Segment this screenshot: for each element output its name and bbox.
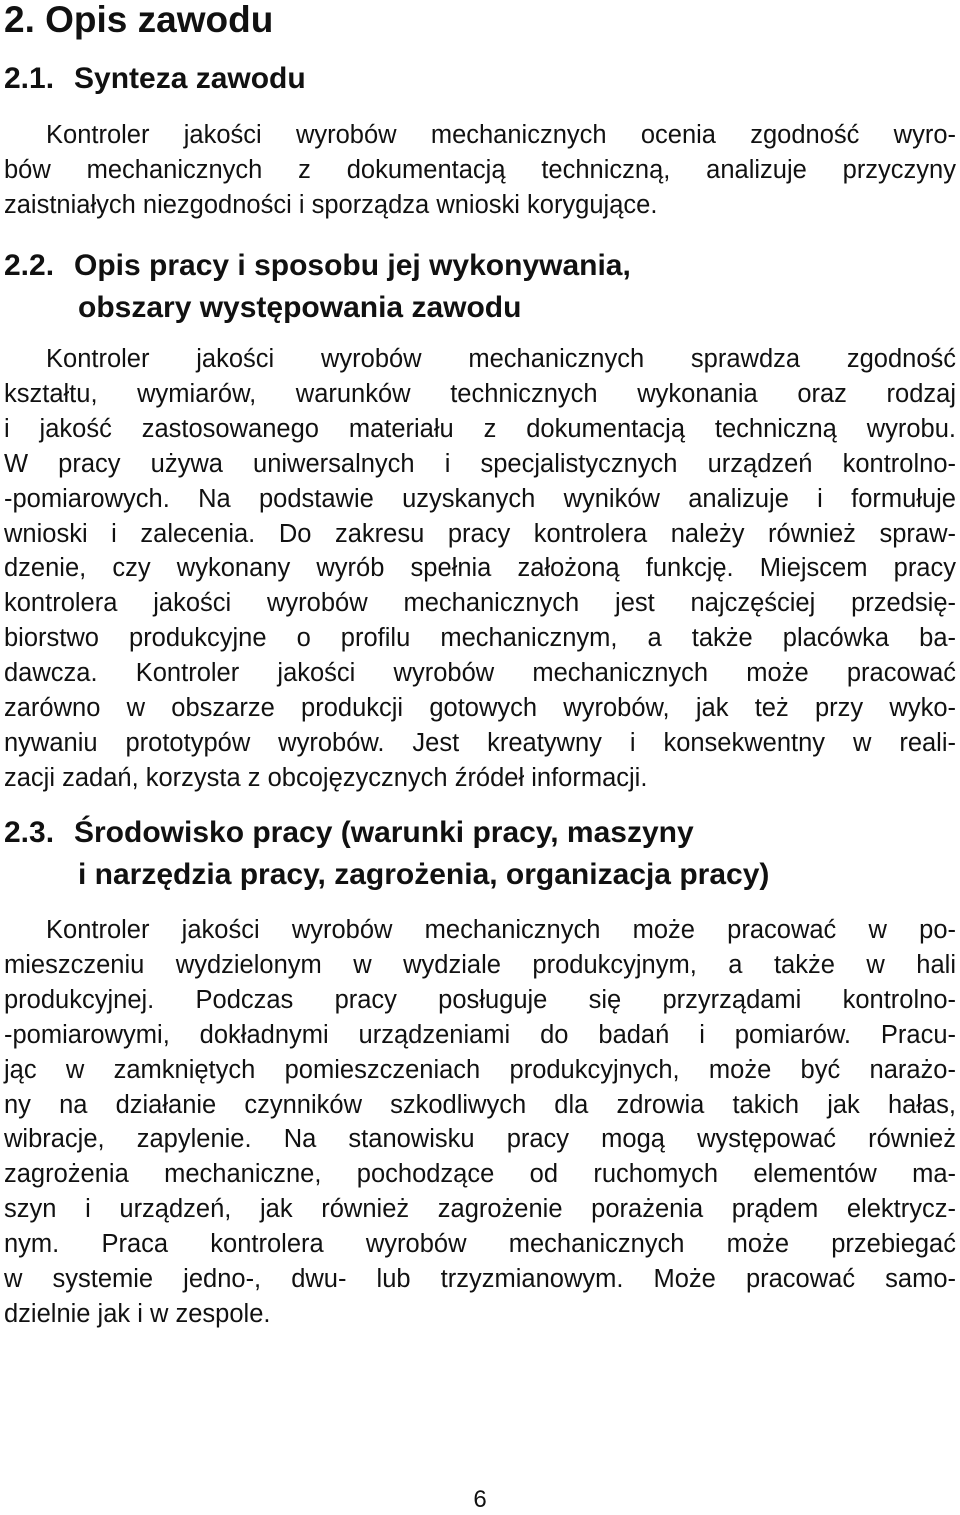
paragraph-opis-pracy [4,342,956,796]
text-line: produkcyjnej. Podczas pracy posługuje się przyrządami kontrolno- [4,985,956,1014]
section-number: 2.1. [4,62,55,95]
text-line: szyn i urządzeń, jak również zagrożenie porażenia prądem elektrycz- [4,1195,956,1224]
text-line: nywaniu prototypów wyrobów. Jest kreatywny i konsekwentny w reali- [4,728,956,757]
text-line: Kontroler jakości wyrobów mechanicznych może pracować w po- [46,916,956,944]
text-line: zaistniałych niezgodności i sporządza wnioski korygujące. [4,190,658,219]
section-heading-2-1 [4,58,306,100]
text-line: bów mechanicznych z dokumentacją techniczną, analizuje przyczyny [4,155,956,184]
section-number: 2.2. [4,249,55,282]
text-line: -pomiarowymi, dokładnymi urządzeniami do badań i pomiarów. Pracu- [4,1020,956,1049]
text-line: zarówno w obszarze produkcji gotowych wyrobów, jak też przy wyko- [4,694,956,723]
text-line: zacji zadań, korzysta z obcojęzycznych źródeł informacji. [4,763,648,792]
text-line: i jakość zastosowanego materiału z dokumentacją techniczną wyrobu. [4,414,956,443]
text-line: mieszczeniu wydzielonym w wydziale produkcyjnym, a także w hali [4,950,956,979]
text-line: dzielnie jak i w zespole. [4,1299,271,1328]
text-line: ny na działanie czynników szkodliwych dla zdrowia takich jak hałas, [4,1090,956,1119]
section-title-line: obszary występowania zawodu [78,291,522,324]
text-line: w systemie jedno-, dwu- lub trzyzmianowym. Może pracować samo- [4,1265,956,1294]
section-title-line: Środowisko pracy (warunki pracy, maszyny [74,816,694,849]
section-title-line: i narzędzia pracy, zagrożenia, organizacja pracy) [78,858,770,891]
section-title-line: Synteza zawodu [74,62,306,95]
text-line: dzenie, czy wykonany wyrób spełnia założoną funkcję. Miejscem pracy [4,554,956,583]
page-number: 6 [473,1486,487,1513]
paragraph-synteza [4,118,956,223]
text-line: Kontroler jakości wyrobów mechanicznych sprawdza zgodność [46,345,956,373]
text-line: nym. Praca kontrolera wyrobów mechanicznych może przebiegać [4,1230,956,1259]
text-line: wibracje, zapylenie. Na stanowisku pracy mogą występować również [4,1125,956,1154]
text-line: W pracy używa uniwersalnych i specjalistycznych urządzeń kontrolno- [4,449,956,478]
section-heading-2-3 [4,812,769,896]
section-number: 2.3. [4,816,55,849]
text-line: wnioski i zalecenia. Do zakresu pracy kontrolera należy również spraw- [4,519,956,548]
text-line: Kontroler jakości wyrobów mechanicznych ocenia zgodność wyro- [46,121,956,149]
text-line: kontrolera jakości wyrobów mechanicznych jest najczęściej przedsię- [4,589,956,618]
text-line: kształtu, wymiarów, warunków technicznych wykonania oraz rodzaj [4,379,956,408]
paragraph-srodowisko-pracy [4,913,956,1332]
chapter-heading: 2. Opis zawodu [4,0,274,40]
text-line: biorstwo produkcyjne o profilu mechanicznym, a także placówka ba- [4,624,956,653]
section-title-line: Opis pracy i sposobu jej wykonywania, [74,249,631,282]
text-line: jąc w zamkniętych pomieszczeniach produkcyjnych, może być narażo- [4,1055,956,1084]
text-line: zagrożenia mechaniczne, pochodzące od ruchomych elementów ma- [4,1160,956,1189]
text-line: -pomiarowych. Na podstawie uzyskanych wyników analizuje i formułuje [4,484,956,513]
text-line: dawcza. Kontroler jakości wyrobów mechanicznych może pracować [4,659,956,688]
section-heading-2-2 [4,245,631,329]
